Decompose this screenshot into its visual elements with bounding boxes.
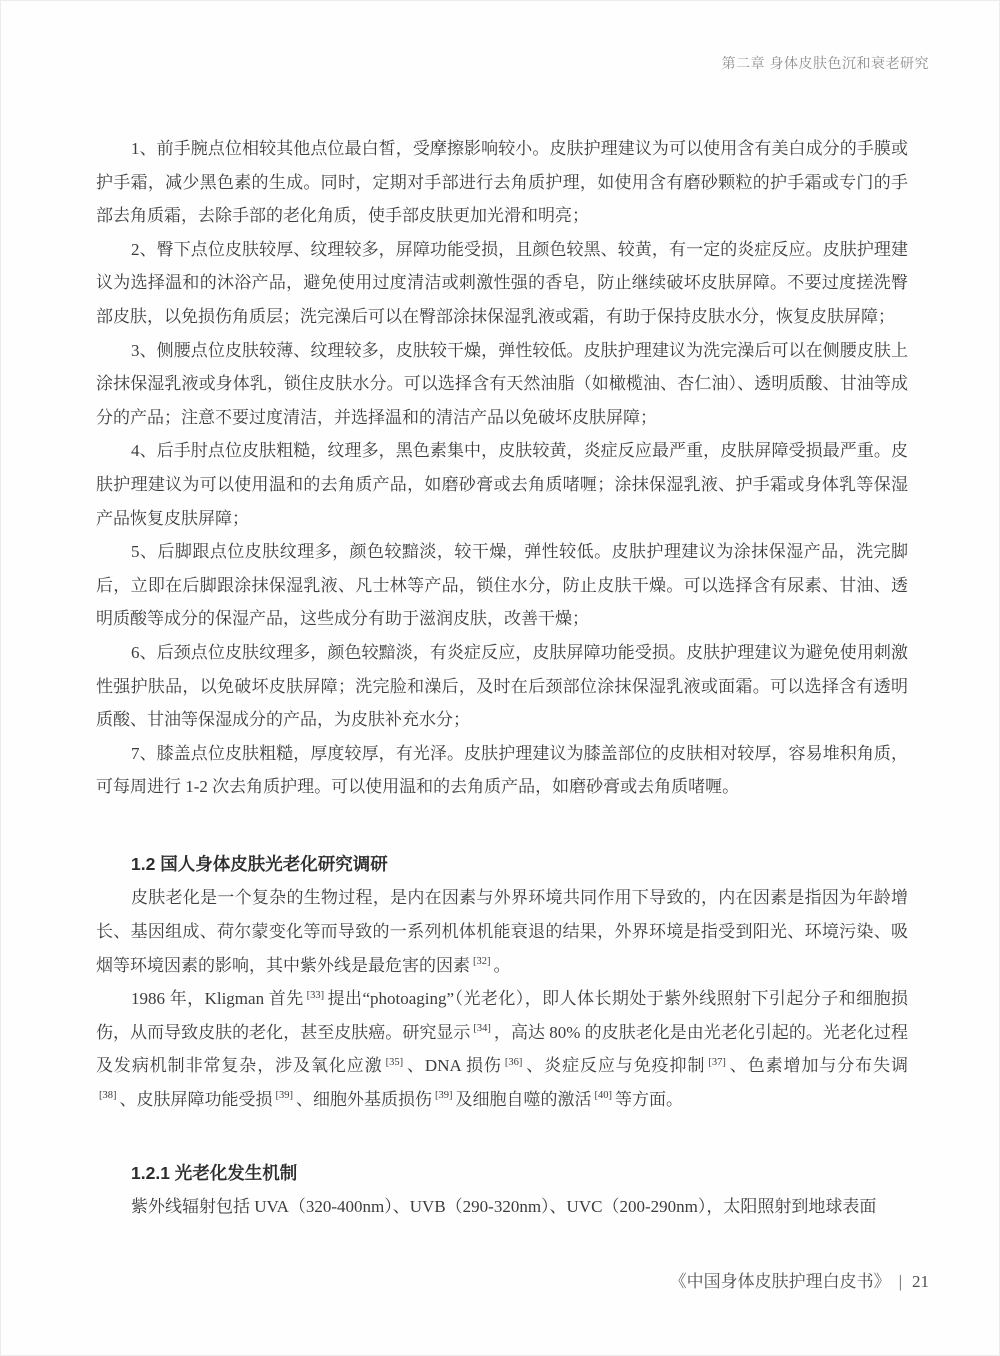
citation-superscript: [38] [99, 1090, 117, 1102]
uv-radiation-paragraph: 紫外线辐射包括 UVA（320-400nm）、UVB（290-320nm）、UVC（200-290nm），太阳照射到地球表面 [131, 1197, 877, 1217]
footer-book-title: 《中国身体皮肤护理白皮书》 [669, 1272, 891, 1291]
point-paragraph-3: 3、侧腰点位皮肤较薄、纹理较多，皮肤较干燥，弹性较低。皮肤护理建议为洗完澡后可以在侧腰皮肤上涂抹保湿乳液或身体乳，锁住皮肤水分。可以选择含有天然油脂（如橄榄油、杏仁油）、透明质酸、甘油等成分的产品；注意不要过度清洁，并选择温和的清洁产品以免破坏皮肤屏障； [96, 340, 908, 427]
point-paragraph-6: 6、后颈点位皮肤纹理多，颜色较黯淡，有炎症反应，皮肤屏障功能受损。皮肤护理建议为避免使用刺激性强护肤品，以免破坏皮肤屏障；洗完脸和澡后，及时在后颈部位涂抹保湿乳液或面霜。可以选择含有透明质酸、甘油等保湿成分的产品，为皮肤补充水分； [96, 642, 908, 730]
citation-superscript: [39] [275, 1090, 293, 1102]
citation-superscript: [34] [473, 1023, 491, 1035]
page-footer [670, 1267, 929, 1292]
photoaging-paragraph: 1986 年，Kligman 首先 [33] 提出“photoaging”（光老化），即人体长期处于紫外线照射下引起分子和细胞损伤，从而导致皮肤的老化，甚至皮肤癌。研究显示 [34] ，高达 80% 的皮肤老化是由光老化引起的。光老化过程及发病机制非常复杂，涉及氧化应激 [35] 、DNA 损伤 [36] 、炎症反应与免疫抑制 [37] 、色素增加与分布失调[38] 、皮肤屏障功能受损 [39] 、细胞外基质损伤 [39] 及细胞自噬的激活 [40] 等方面。 [96, 989, 909, 1110]
page-content [96, 132, 908, 1224]
citation-superscript: [36] [504, 1056, 523, 1068]
point-paragraph-5: 5、后脚跟点位皮肤纹理多，颜色较黯淡，较干燥，弹性较低。皮肤护理建议为涂抹保湿产品，洗完脚后，立即在后脚跟涂抹保湿乳液、凡士林等产品，锁住水分，防止皮肤干燥。可以选择含有尿素、甘油、透明质酸等成分的保湿产品，这些成分有助于滋润皮肤，改善干燥； [96, 542, 908, 629]
section-1-2-heading: 1.2 国人身体皮肤光老化研究调研 [131, 853, 388, 874]
footer-separator: | [898, 1272, 902, 1291]
point-paragraph-7: 7、膝盖点位皮肤粗糙，厚度较厚，有光泽。皮肤护理建议为膝盖部位的皮肤相对较厚，容易堆积角质，可每周进行 1-2 次去角质护理。可以使用温和的去角质产品，如磨砂膏或去角质啫喱。 [96, 743, 908, 797]
point-paragraph-2: 2、臀下点位皮肤较厚、纹理较多，屏障功能受损，且颜色较黑、较黄，有一定的炎症反应。皮肤护理建议为选择温和的沐浴产品，避免使用过度清洁或刺激性强的香皂，防止继续破坏皮肤屏障。不要过度搓洗臀部皮肤，以免损伤角质层；洗完澡后可以在臀部涂抹保湿乳液或霜，有助于保持皮肤水分，恢复皮肤屏障； [96, 239, 908, 326]
citation-superscript: [32] [473, 956, 491, 967]
footer-page-number: 21 [912, 1272, 929, 1291]
citation-superscript: [33] [306, 989, 325, 1001]
citation-superscript: [39] [435, 1090, 453, 1102]
skin-aging-paragraph: 皮肤老化是一个复杂的生物过程，是内在因素与外界环境共同作用下导致的，内在因素是指因为年龄增长、基因组成、荷尔蒙变化等而导致的一系列机体机能衰退的结果，外界环境是指受到阳光、环境污染、吸烟等环境因素的影响，其中紫外线是最危害的因素 [32] 。 [96, 888, 908, 975]
citation-superscript: [37] [708, 1056, 726, 1068]
section-1-2-1-heading: 1.2.1 光老化发生机制 [131, 1162, 298, 1183]
citation-superscript: [40] [594, 1090, 612, 1102]
point-paragraph-1: 1、前手腕点位相较其他点位最白皙，受摩擦影响较小。皮肤护理建议为可以使用含有美白成分的手膜或护手霜，减少黑色素的生成。同时，定期对手部进行去角质护理，如使用含有磨砂颗粒的护手霜或专门的手部去角质霜，去除手部的老化角质，使手部皮肤更加光滑和明亮； [96, 139, 908, 226]
chapter-title: 第二章 身体皮肤色沉和衰老研究 [721, 55, 929, 71]
point-paragraph-4: 4、后手肘点位皮肤粗糙，纹理多，黑色素集中，皮肤较黄，炎症反应最严重，皮肤屏障受损最严重。皮肤护理建议为可以使用温和的去角质产品，如磨砂膏或去角质啫喱；涂抹保湿乳液、护手霜或身体乳等保湿产品恢复皮肤屏障； [96, 441, 908, 528]
citation-superscript: [35] [385, 1056, 404, 1068]
running-header [722, 53, 929, 73]
